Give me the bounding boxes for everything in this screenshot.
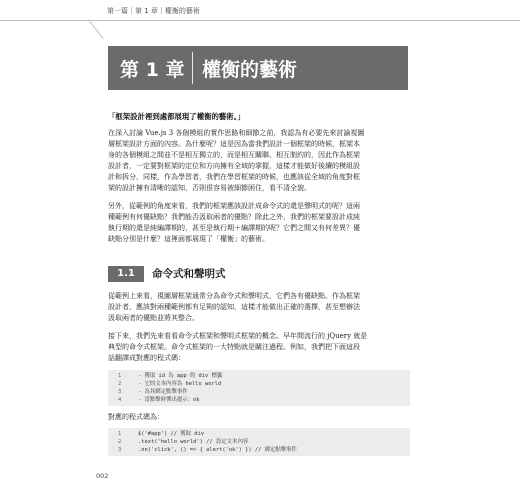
text-line: 架的設計擁有清晰的認知，否則很容易被細節困住，看不清全貌。 (108, 184, 311, 192)
text-line: 接下來，我們先來看看命令式框架和聲明式框架的概念。早年間流行的 jQuery 就是 (108, 332, 368, 340)
text-line: 身的各個模組之間並不是相互獨立的，而是相互關聯、相互制約的，因此作為框架 (108, 151, 360, 159)
paragraph-intro (108, 128, 410, 194)
code-line (108, 396, 410, 404)
paragraph-imperative (108, 331, 410, 364)
text-line: 汲取兩者的優點並將其整合。 (108, 314, 199, 322)
section-number: 1.1 (108, 266, 144, 282)
chapter-epigraph: 「框架設計裡到處都展現了權衡的藝術。」 (108, 112, 245, 121)
text-line: 另外，從範例的角度來看，我們的框架應該設計成命令式的還是聲明式的呢？這兩 (108, 202, 360, 210)
text-line: 設計者，應該對兩種範例都有足夠的認知，這樣才能做出正確的選擇，甚至想辦法 (108, 303, 360, 311)
code-block-jquery (108, 428, 410, 456)
code-text: - 它的文本內容為 hello world (138, 381, 222, 387)
paragraph-code-lead (108, 412, 410, 423)
text-line: 對應的程式碼為： (108, 413, 164, 421)
line-number: 2 (118, 381, 122, 387)
line-number: 1 (118, 431, 122, 437)
code-text: - 為其綁定點擊事件 (138, 389, 188, 395)
text-line: 從範例上來看，視圖層框架通常分為命令式和聲明式，它們各有優缺點。作為框架 (108, 292, 360, 300)
text-line: 缺點分別是什麼？這裡面都展現了「權衡」的藝術。 (108, 235, 269, 243)
paragraph-paradigm (108, 201, 410, 245)
section-title: 命令式和聲明式 (152, 268, 226, 280)
line-number: 3 (118, 389, 122, 395)
text-line: 計和拆分，同樣，作為學習者，我們在學習框架的時候，也應該從全域的角度對框 (108, 173, 360, 181)
code-text: .text('hello world') // 設定文本內容 (138, 439, 249, 445)
chapter-title: 權衡的藝術 (202, 59, 298, 81)
code-text: $('#app') // 獲取 div (138, 431, 204, 437)
text-line: 執行期的還是純編譯期的，甚至是執行期＋編譯期的呢？它們之間又有何差異？優 (108, 224, 360, 232)
line-number: 3 (118, 447, 122, 453)
code-line (108, 372, 410, 380)
text-line: 設計者，一定要對框架的定位和方向擁有全域的掌握，這樣才能做好後續的模組設 (108, 162, 360, 170)
text-line: 話翻譯成對應的程式碼： (108, 354, 185, 362)
header-diagonal-rule (88, 19, 104, 39)
code-line (108, 446, 410, 454)
text-line: 在深入討論 Vue.js 3 各個模組的實作思路和細節之前，我認為有必要先來討論視圖 (108, 129, 365, 137)
code-block-steps (108, 370, 410, 406)
code-line (108, 388, 410, 396)
code-text: .on('click', () => { alert('ok') }) // 綁定點擊事件 (138, 447, 297, 453)
chapter-number: 第 1 章 (120, 59, 185, 81)
page-number: 002 (96, 472, 109, 480)
paragraph-section-intro (108, 291, 410, 324)
text-line: 典型的命令式框架。命令式框架的一大特點就是關注過程。例如，我們把下面這段 (108, 343, 360, 351)
code-line (108, 430, 410, 438)
line-number: 2 (118, 439, 122, 445)
text-line: 種範例有何優缺點？我們能否汲取兩者的優點？除此之外，我們的框架要設計成純 (108, 213, 360, 221)
text-line: 層框架設計方面的內容。為什麼呢？這是因為當我們設計一個框架的時候，框架本 (108, 140, 360, 148)
code-line (108, 380, 410, 388)
chapter-banner (108, 46, 408, 90)
code-line (108, 438, 410, 446)
code-text: - 獲取 id 為 app 的 div 標籤 (138, 373, 223, 379)
chapter-divider (192, 52, 193, 84)
code-text: - 當點擊時彈出提示：ok (138, 397, 200, 403)
line-number: 1 (118, 373, 122, 379)
line-number: 4 (118, 397, 122, 403)
header-rule (0, 20, 520, 21)
running-header: 第一篇｜第 1 章｜權衡的藝術 (107, 7, 200, 15)
